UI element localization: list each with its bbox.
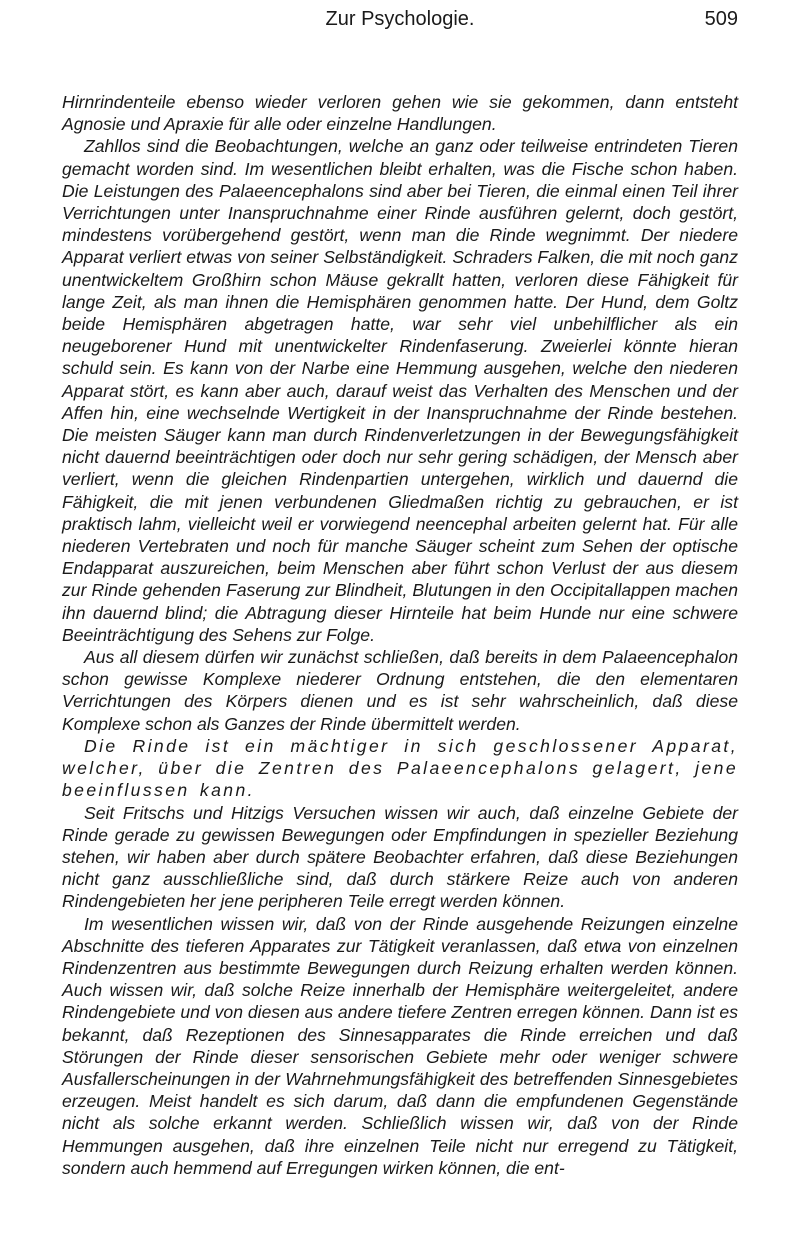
paragraph-fritsch-hitzig: Seit Fritschs und Hitzigs Versuchen wissen wir auch, daß einzelne Gebiete der Rinde gerade zu gewissen Bewegungen oder Empfindungen in spezieller Beziehung stehen, wir haben aber durch spätere Beobachter erfahren, daß diese Beziehungen nicht ganz ausschließliche sind, daß durch stärkere Reize auch von anderen Rindengebieten her jene peripheren Teile erregt werden können. bbox=[62, 802, 738, 912]
paragraph-continuation: Hirnrindenteile ebenso wieder verloren gehen wie sie gekommen, dann entsteht Agnosie und Apraxie für alle oder einzelne Handlungen. bbox=[62, 92, 738, 135]
paragraph-conclusion: Aus all diesem dürfen wir zunächst schließen, daß bereits in dem Palaeencephalon schon gewisse Komplexe niederer Ordnung entstehen, die den elementaren Verrichtungen des Körpers dienen und es ist sehr wahrscheinlich, daß diese Komplexe schon als Ganzes der Rinde übermittelt werden. bbox=[62, 647, 738, 734]
running-head bbox=[62, 0, 738, 40]
page-number: 509 bbox=[704, 8, 738, 30]
running-title: Zur Psychologie. bbox=[325, 8, 475, 30]
paragraph-emphasis: Die Rinde ist ein mächtiger in sich geschlossener Apparat, welcher, über die Zentren des Palaeencephalons gelagert, jene beeinflussen kann. bbox=[62, 735, 738, 801]
paragraph-cortex-functions: Im wesentlichen wissen wir, daß von der Rinde ausgehende Reizungen einzelne Abschnitte des tieferen Apparates zur Tätigkeit veranlassen, daß etwa von einzelnen Rindenzentren aus bestimmte Bewegungen durch Reizung erhalten werden können. Auch wissen wir, daß solche Reize innerhalb der Hemisphäre weitergeleitet, andere Rindengebiete und von diesen aus andere tiefere Zentren erregen können. Dann ist es bekannt, daß Rezeptionen des Sinnesapparates die Rinde erreichen und daß Störungen der Rinde dieser sensorischen Gebiete mehr oder weniger schwere Ausfallerscheinungen in der Wahrnehmungsfähigkeit des betreffenden Sinnesgebietes erzeugen. Meist handelt es sich darum, daß dann die empfundenen Gegenstände nicht als solche erkannt werden. Schließlich wissen wir, daß von der Rinde Hemmungen ausgehen, daß ihre einzelnen Teile nicht nur erregend zu Tätigkeit, sondern auch hemmend auf Erregungen wirken können, die ent- bbox=[62, 913, 738, 1178]
body-text bbox=[62, 91, 738, 1179]
book-page bbox=[62, 0, 738, 1178]
paragraph-observations: Zahllos sind die Beobachtungen, welche an ganz oder teilweise entrindeten Tieren gemacht worden sind. Im wesentlichen bleibt erhalten, was die Fische schon haben. Die Leistungen des Palaeencephalons sind aber bei Tieren, die einmal einen Teil ihrer Verrichtungen unter Inanspruchnahme einer Rinde ausführen gelernt, doch gestört, mindestens vorübergehend gestört, wenn man die Rinde wegnimmt. Der niedere Apparat verliert etwas von seiner Selbständigkeit. Schraders Falken, die mit noch ganz unentwickeltem Großhirn schon Mäuse gekrallt hatten, verloren diese Fähigkeit für lange Zeit, als man ihnen die Hemisphären genommen hatte. Der Hund, dem Goltz beide Hemisphären abgetragen hatte, war sehr viel unbehilflicher als ein neugeborener Hund mit unentwickelter Rindenfaserung. Zweierlei könnte hieran schuld sein. Es kann von der Narbe eine Hemmung ausgehen, welche den niederen Apparat stört, es kann aber auch, darauf weist das Verhalten des Menschen und der Affen hin, eine wechselnde Wertigkeit in der Inanspruchnahme der Rinde bestehen. Die meisten Säuger kann man durch Rindenverletzungen in der Bewegungsfähigkeit nicht dauernd beeinträchtigen oder doch nur sehr gering schädigen, der Mensch aber verliert, wenn die gleichen Rindenpartien untergehen, wirklich und dauernd die Fähigkeit, die mit jenen verbundenen Gliedmaßen richtig zu gebrauchen, er ist praktisch lahm, vielleicht weil er vorwiegend neencephal arbeiten gelernt hat. Für alle niederen Vertebraten und noch für manche Säuger scheint zum Sehen der optische Endapparat auszureichen, beim Menschen aber führt schon Verlust der aus diesem zur Rinde gehenden Faserung zur Blindheit, Blutungen in den Occipitallappen machen ihn dauernd blind; die Abtragung dieser Hirnteile hat beim Hunde nur eine schwere Beeinträchtigung des Sehens zur Folge. bbox=[62, 136, 738, 645]
